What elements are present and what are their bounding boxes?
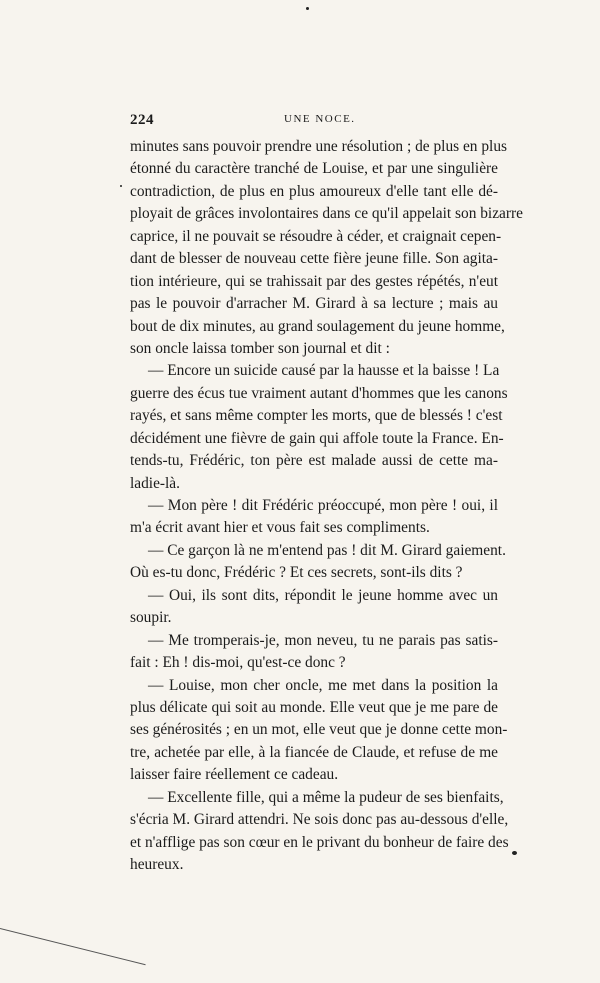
text-line: Où es-tu donc, Frédéric ? Et ces secrets, sont-ils dits ?: [130, 564, 463, 582]
text-line: — Encore un suicide causé par la hausse et la baisse ! La: [148, 362, 500, 380]
running-title: UNE NOCE.: [284, 113, 356, 125]
text-line: soupir.: [130, 609, 172, 627]
text-line: m'a écrit avant hier et vous fait ses compliments.: [130, 519, 430, 537]
text-line: plus délicate qui soit au monde. Elle veut que je me pare de: [130, 698, 498, 716]
text-line: s'écria M. Girard attendri. Ne sois donc pas au-dessous d'elle,: [130, 811, 509, 829]
text-line: étonné du caractère tranché de Louise, et par une singulière: [130, 160, 498, 178]
text-line: bout de dix minutes, au grand soulagement du jeune homme,: [130, 317, 505, 335]
text-line: laisser faire réellement ce cadeau.: [130, 766, 339, 784]
text-line: — Ce garçon là ne m'entend pas ! dit M. Girard gaiement.: [148, 541, 506, 559]
text-line: contradiction, de plus en plus amoureux d'elle tant elle dé-: [130, 182, 498, 200]
text-line: tends-tu, Frédéric, ton père est malade aussi de cette ma-: [130, 452, 498, 470]
text-line: minutes sans pouvoir prendre une résolution ; de plus en plus: [130, 138, 508, 155]
text-line: son oncle laissa tomber son journal et dit :: [130, 339, 390, 357]
text-line: caprice, il ne pouvait se résoudre à céder, et craignait cepen-: [130, 227, 502, 245]
text-line: ses générosités ; en un mot, elle veut que je donne cette mon-: [130, 721, 508, 739]
text-line: dant de blesser de nouveau cette fière jeune fille. Son agita-: [130, 250, 498, 268]
ink-speck: [512, 851, 517, 855]
text-line: ployait de grâces involontaires dans ce qu'il appelait son bizarre: [130, 205, 523, 223]
text-line: tre, achetée par elle, à la fiancée de Claude, et refuse de me: [130, 743, 498, 761]
page-header: [130, 112, 498, 132]
text-line: — Mon père ! dit Frédéric préoccupé, mon père ! oui, il: [148, 497, 498, 514]
text-line: — Excellente fille, qui a même la pudeur de ses bienfaits,: [148, 788, 504, 806]
text-line: guerre des écus tue vraiment autant d'hommes que les canons: [130, 384, 508, 402]
scan-scratch: [0, 928, 146, 965]
text-line: heureux.: [130, 856, 184, 873]
text-line: pas le pouvoir d'arracher M. Girard à sa lecture ; mais au: [130, 295, 498, 313]
ink-speck: [120, 185, 122, 187]
text-line: et n'afflige pas son cœur en le privant du bonheur de faire des: [130, 833, 509, 851]
body-text: [130, 136, 523, 876]
text-line: rayés, et sans même compter les morts, que de blessés ! c'est: [130, 407, 503, 425]
text-line: — Louise, mon cher oncle, me met dans la position la: [148, 676, 498, 694]
text-line: décidément une fièvre de gain qui affole toute la France. En-: [130, 429, 504, 447]
ink-speck: [306, 7, 309, 10]
text-line: — Me tromperais-je, mon neveu, tu ne parais pas satis-: [148, 631, 498, 649]
text-line: — Oui, ils sont dits, répondit le jeune homme avec un: [148, 586, 498, 604]
page-number: 224: [130, 112, 154, 128]
text-line: ladie-là.: [130, 474, 180, 492]
text-line: tion intérieure, qui se trahissait par des gestes répétés, n'eut: [130, 272, 498, 290]
text-line: fait : Eh ! dis-moi, qu'est-ce donc ?: [130, 654, 346, 672]
